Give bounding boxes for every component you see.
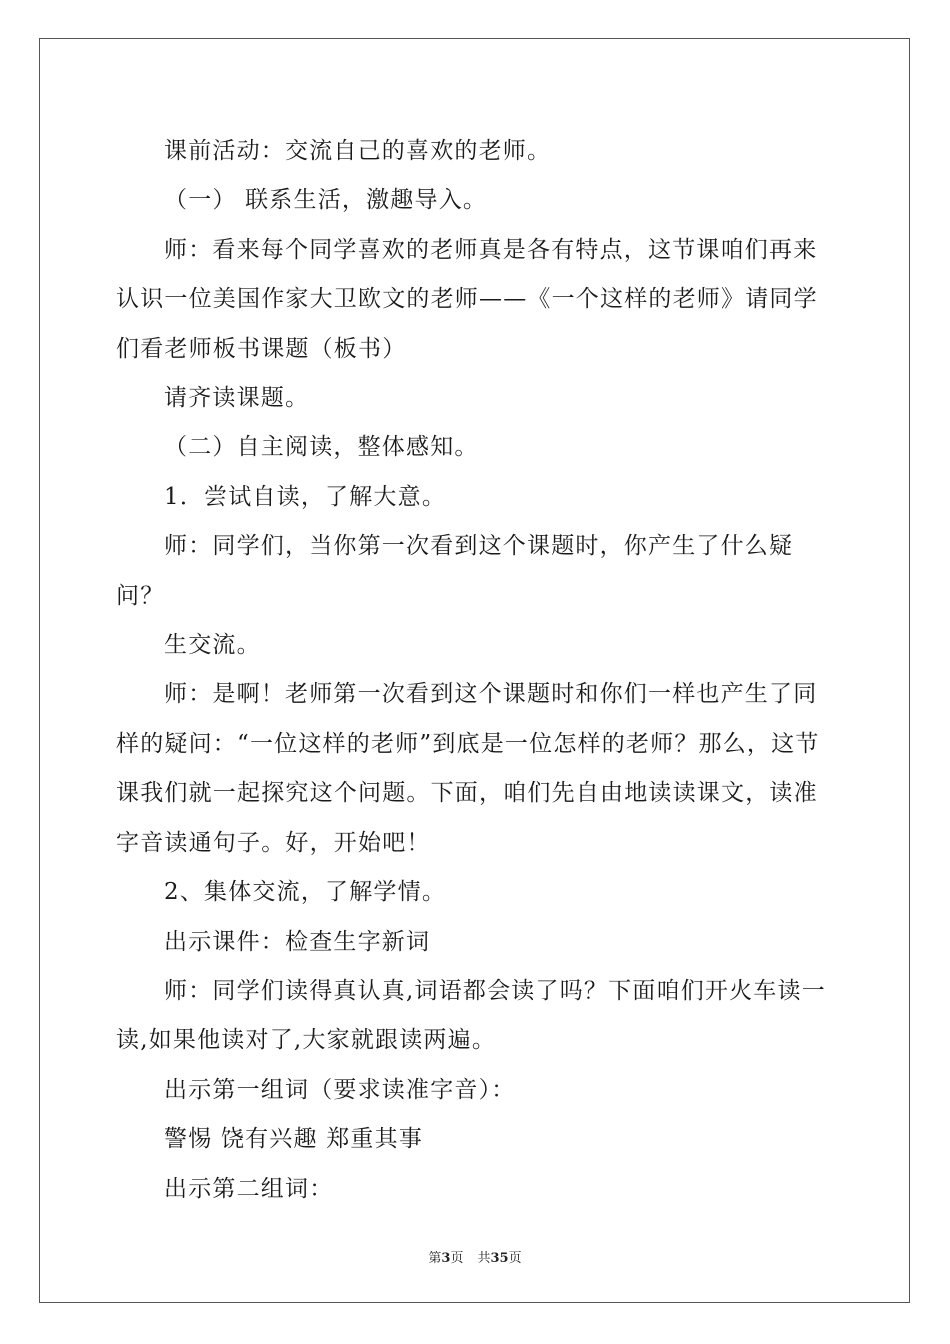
- document-body: [116, 127, 832, 1214]
- paragraph: （一） 联系生活，激趣导入。: [164, 187, 488, 214]
- paragraph: 师：同学们读得真认真,词语都会读了吗？下面咱们开火车读一读,如果他读对了,大家就跟读两遍。: [116, 977, 826, 1054]
- footer-page-number: 3: [441, 1251, 451, 1266]
- footer-total-suffix: 页: [508, 1251, 522, 1266]
- paragraph: （二）自主阅读，整体感知。: [164, 434, 479, 461]
- paragraph: 师：看来每个同学喜欢的老师真是各有特点，这节课咱们再来认识一位美国作家大卫欧文的老师——《一个这样的老师》请同学们看老师板书课题（板书）: [116, 236, 818, 362]
- paragraph: 师：是啊！老师第一次看到这个课题时和你们一样也产生了同样的疑问：“一位这样的老师”到底是一位怎样的老师？那么，这节课我们就一起探究这个问题。下面，咱们先自由地读读课文，读准字音读通句子。好，开始吧！: [116, 681, 820, 856]
- footer-page-suffix: 页: [450, 1251, 464, 1266]
- paragraph: 出示第二组词：: [164, 1175, 334, 1202]
- page-footer: [0, 1247, 950, 1266]
- footer-total-prefix: 共: [477, 1251, 491, 1266]
- paragraph: 2、集体交流，了解学情。: [164, 879, 447, 906]
- paragraph: 警惕 饶有兴趣 郑重其事: [164, 1126, 424, 1153]
- paragraph: 出示课件：检查生字新词: [164, 928, 431, 955]
- paragraph: 1．尝试自读，了解大意。: [164, 483, 447, 510]
- paragraph: 请齐读课题。: [164, 385, 310, 412]
- paragraph: 出示第一组词（要求读准字音）：: [164, 1076, 516, 1103]
- paragraph: 课前活动：交流自己的喜欢的老师。: [164, 138, 552, 164]
- paragraph: 师：同学们，当你第一次看到这个课题时，你产生了什么疑问？: [116, 533, 794, 609]
- footer-total-pages: 35: [490, 1251, 509, 1266]
- footer-page-prefix: 第: [428, 1251, 442, 1266]
- paragraph: 生交流。: [164, 632, 261, 659]
